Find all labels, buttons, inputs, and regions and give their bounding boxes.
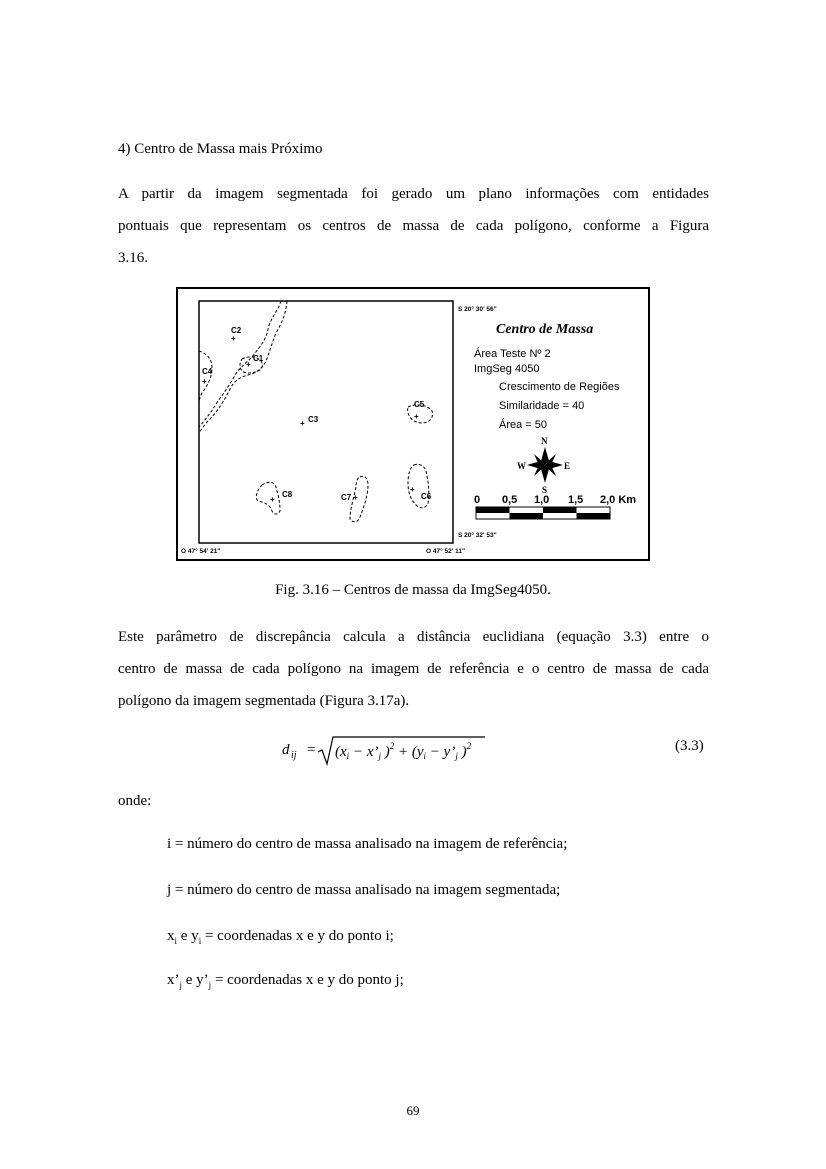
paragraph-line: polígono da imagem segmentada (Figura 3.17a).	[118, 693, 410, 709]
point-c2-plus: +	[231, 334, 236, 343]
figure-caption: Fig. 3.16 – Centros de massa da ImgSeg4050.	[275, 582, 551, 598]
point-c3-plus: +	[300, 419, 305, 428]
map-svg	[178, 289, 648, 559]
coord-right: O 47° 52' 11"	[426, 548, 466, 555]
scale-label: 1,5	[568, 494, 584, 506]
compass-n: N	[541, 436, 548, 446]
compass-rose-icon	[517, 436, 570, 495]
equation-svg	[280, 734, 500, 768]
coord-bottom: S 20° 32' 53"	[458, 532, 497, 539]
point-c6-label: C6	[421, 492, 432, 501]
scale-label: 0	[474, 494, 481, 506]
equation-radicand: ($x_i$ − $x’_j$ )$^2 + (y_i$ − $y’_j$ )$^2$	[335, 741, 472, 761]
point-c6-plus: +	[410, 485, 415, 494]
coord-left: O 47° 54' 21"	[181, 548, 221, 555]
page-number: 69	[406, 1103, 420, 1118]
point-c5-plus: +	[414, 412, 419, 421]
definition-xj-yj: $x’_j$ e $y’_j$ = coordenadas x e y do ponto j;	[167, 972, 404, 990]
point-c7-label: C7	[341, 493, 352, 502]
equation-lhs: d	[282, 742, 290, 758]
coordinate-labels	[181, 305, 497, 555]
legend-info	[474, 347, 620, 431]
equation-number: (3.3)	[675, 738, 704, 754]
paragraph-line: Este parâmetro de discrepância calcula a distância euclidiana (equação 3.3) entre o	[118, 629, 709, 645]
equation	[280, 734, 500, 773]
point-c5-label: C5	[414, 400, 425, 409]
paragraph-line: 3.16.	[118, 250, 148, 266]
point-c1-plus: +	[246, 360, 251, 369]
legend-title: Centro de Massa	[496, 322, 594, 337]
coord-top: S 20° 30' 56"	[458, 306, 497, 313]
legend-line: Crescimento de Regiões	[499, 381, 620, 393]
legend-line: Área = 50	[499, 419, 548, 431]
point-c4-label: C4	[202, 367, 213, 376]
scale-label: 1,0	[534, 494, 550, 506]
paragraph-line: pontuais que representam os centros de massa de cada polígono, conforme a Figura	[118, 218, 709, 234]
equation-lhs-sub: ij	[291, 750, 297, 761]
point-c8-label: C8	[282, 490, 293, 499]
point-c7-plus: +	[353, 493, 358, 502]
centroid-markers	[202, 326, 432, 504]
scale-labels	[474, 494, 636, 506]
figure-map	[176, 287, 650, 561]
point-c8-plus: +	[270, 495, 275, 504]
scale-label: 2,0 Km	[600, 494, 637, 506]
legend-line: Similaridade = 40	[499, 400, 585, 412]
definition-j: j = número do centro de massa analisado na imagem segmentada;	[167, 882, 561, 898]
equation-equals: =	[306, 742, 317, 758]
paragraph-line: A partir da imagem segmentada foi gerado um plano informações com entidades	[118, 186, 709, 202]
compass-e: E	[564, 461, 571, 471]
map-frame	[199, 301, 453, 543]
compass-s: S	[542, 485, 548, 495]
scale-label: 0,5	[502, 494, 518, 506]
definition-xi-yi: $x_i$ e $y_i$ = coordenadas x e y do ponto i;	[167, 928, 394, 946]
section-heading: 4) Centro de Massa mais Próximo	[118, 141, 323, 157]
legend-line: Área Teste Nº 2	[474, 348, 551, 360]
paragraph-line: centro de massa de cada polígono na imagem de referência e o centro de massa de cada	[118, 661, 709, 677]
paragraph-intro	[118, 178, 709, 274]
polygon-c8	[256, 482, 280, 514]
definition-i: i = número do centro de massa analisado na imagem de referência;	[167, 836, 568, 852]
definitions-intro: onde:	[118, 793, 152, 809]
point-c3-label: C3	[308, 415, 319, 424]
scale-bar	[476, 507, 610, 519]
point-c2-label: C2	[231, 326, 242, 335]
point-c4-plus: +	[202, 377, 207, 386]
legend-line: ImgSeg 4050	[474, 363, 540, 375]
point-c1-label: C1	[253, 354, 264, 363]
compass-w: W	[517, 461, 526, 471]
paragraph-discrepancy	[118, 621, 709, 717]
